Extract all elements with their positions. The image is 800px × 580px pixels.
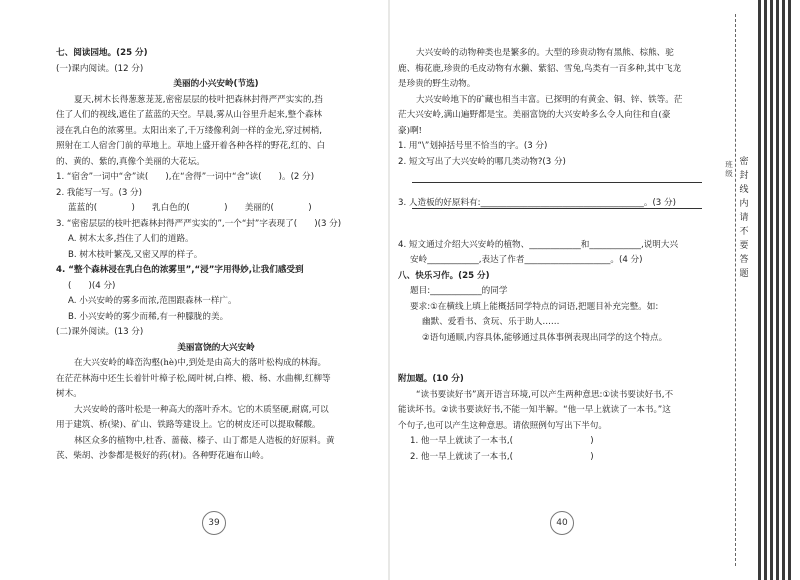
text-line: 的、黄的、紫的,真像个美丽的大花坛。: [56, 156, 205, 167]
text-line: 大兴安岭地下的矿藏也相当丰富。已探明的有黄金、铜、锌、铁等。茫: [416, 94, 683, 105]
text-line: 能读坏书。②读书要读好书,不能一知半解。“他一早上就读了一本书。”这: [398, 405, 671, 415]
text-line: 林区众多的植物中,杜香、蔷薇、榛子、山丁都是人造板的好原料。黄: [74, 435, 335, 446]
answer-line-2: [412, 182, 702, 183]
text-line: 2. 他一早上就读了一本书,( ): [410, 451, 594, 462]
text-line: 4. 短文通过介绍大兴安岭的植物、____________和____________,说明大兴: [398, 239, 679, 250]
text-line: 八、快乐习作。(25 分): [398, 270, 490, 281]
page-gutter: [388, 0, 390, 580]
answer-line-2b: [412, 208, 702, 209]
text-line: 七、阅读园地。(25 分): [56, 48, 148, 58]
text-line: 在大兴安岭的峰峦沟壑(hè)中,到处是由高大的落叶松构成的林海。: [74, 358, 327, 368]
text-line: A. 树木太多,挡住了人们的道路。: [68, 234, 194, 244]
binding-stripe: [782, 0, 785, 580]
text-line: 美丽的小兴安岭(节选): [173, 79, 259, 89]
binding-stripe: [764, 0, 767, 580]
text-line: 1. “宿舍”一词中“舍”读( ),在“舍得”一词中“舍”读( )。(2 分): [56, 172, 315, 182]
text-line: ②语句通顺,内容具体,能够通过具体事例表现出同学的这个特点。: [422, 332, 668, 343]
right-page-text: [398, 46, 710, 465]
text-line: 照射在工人宿舍门前的草地上。草地上盛开着各种各样的野花,红的、白: [56, 141, 326, 151]
text-line: [398, 346, 710, 372]
text-line: 2. 短文写出了大兴安岭的哪几类动物?(3 分): [398, 156, 566, 167]
text-line: 在茫茫林海中还生长着针叶樟子松,阔叶树,白桦、椴、杨、水曲柳,红柳等: [56, 373, 331, 384]
text-line: 美丽富饶的大兴安岭: [177, 342, 255, 353]
text-line: 要求:①在横线上填上能概括同学特点的词语,把题目补充完整。如:: [410, 301, 659, 312]
binding-margin-text: 班级: [725, 160, 733, 178]
text-line: 是珍贵的野生动物。: [398, 79, 476, 89]
text-line: 幽默、爱看书、贪玩、乐于助人……: [422, 317, 560, 327]
text-line: 夏天,树木长得葱葱茏茏,密密层层的枝叶把森林封得严严实实的,挡: [74, 94, 323, 105]
text-line: 豪)啊!: [398, 125, 422, 136]
binding-stripe: [758, 0, 761, 580]
text-line: 1. 他一早上就读了一本书,( ): [410, 436, 594, 446]
binding-stripe: [788, 0, 791, 580]
left-page-text: [56, 46, 376, 465]
text-line: 树木。: [56, 389, 82, 399]
text-line: B. 小兴安岭的雾少而稀,有一种朦胧的美。: [68, 311, 229, 322]
text-line: 鹿、梅花鹿,珍贵的毛皮动物有水獭、紫貂、雪兔,鸟类有一百多种,其中飞龙: [398, 63, 682, 74]
text-line: 大兴安岭的动物种类也是繁多的。大型的珍贵动物有黑熊、棕熊、驼: [416, 48, 674, 58]
text-line: 4. “整个森林浸在乳白色的浓雾里”,“浸”字用得妙,让我们感受到: [56, 265, 304, 275]
text-line: 1. 用“\”划掉括号里不恰当的字。(3 分): [398, 141, 548, 151]
binding-stripe: [770, 0, 773, 580]
text-line: A. 小兴安岭的雾多而浓,范围跟森林一样广。: [68, 296, 237, 306]
text-line: (一)课内阅读。(12 分): [56, 63, 144, 74]
text-line: [398, 170, 710, 196]
binding-stripe: [776, 0, 779, 580]
text-line: 安岭____________,表达了作者____________________。(4 分): [410, 255, 643, 265]
text-line: 个句子,也可以产生这种意思。请依照例句写出下半句。: [398, 420, 607, 431]
seal-line-text: 密封线内请不要答题: [739, 157, 749, 279]
text-line: ( )(4 分): [68, 280, 116, 291]
binding-dash-line: [735, 14, 736, 566]
text-line: 蓝蓝的( ) 乳白色的( ) 美丽的( ): [68, 203, 312, 213]
text-line: 住了人们的视线,遮住了蓝蓝的天空。早晨,雾从山谷里升起来,整个森林: [56, 110, 323, 120]
text-line: 浸在乳白色的浓雾里。太阳出来了,千万缕像利剑一样的金光,穿过树梢,: [56, 125, 323, 136]
text-line: 茫大兴安岭,满山遍野都是宝。美丽富饶的大兴安岭多么令人向往和自(豪: [398, 110, 671, 120]
text-line: [398, 212, 710, 238]
text-line: 3. “密密层层的枝叶把森林封得严严实实的”,一个“封”字表现了( )(3 分): [56, 218, 342, 229]
text-line: 大兴安岭的落叶松是一种高大的落叶乔木。它的木质坚硬,耐腐,可以: [74, 404, 329, 415]
text-line: 用于建筑、桥(梁)、矿山、铁路等建设上。它的树皮还可以提取鞣酸。: [56, 420, 321, 430]
page-number-left: 39: [202, 511, 226, 535]
text-line: 芪、柴胡、沙参都是极好的药(材)。各种野花遍布山岭。: [56, 451, 269, 461]
text-line: “读书要读好书”离开语言环境,可以产生两种意思:①读书要读好书,不: [416, 389, 674, 400]
text-line: 附加题。(10 分): [398, 374, 464, 384]
text-line: 2. 我能写一写。(3 分): [56, 187, 142, 198]
text-line: 3. 人造板的好原料有:______________________________________。(3 分): [398, 198, 676, 208]
text-line: 题目:____________的同学: [410, 286, 508, 296]
text-line: B. 树木枝叶繁茂,又密又厚的样子。: [68, 249, 203, 260]
page-number-right: 40: [550, 511, 574, 535]
text-line: (二)课外阅读。(13 分): [56, 327, 144, 337]
